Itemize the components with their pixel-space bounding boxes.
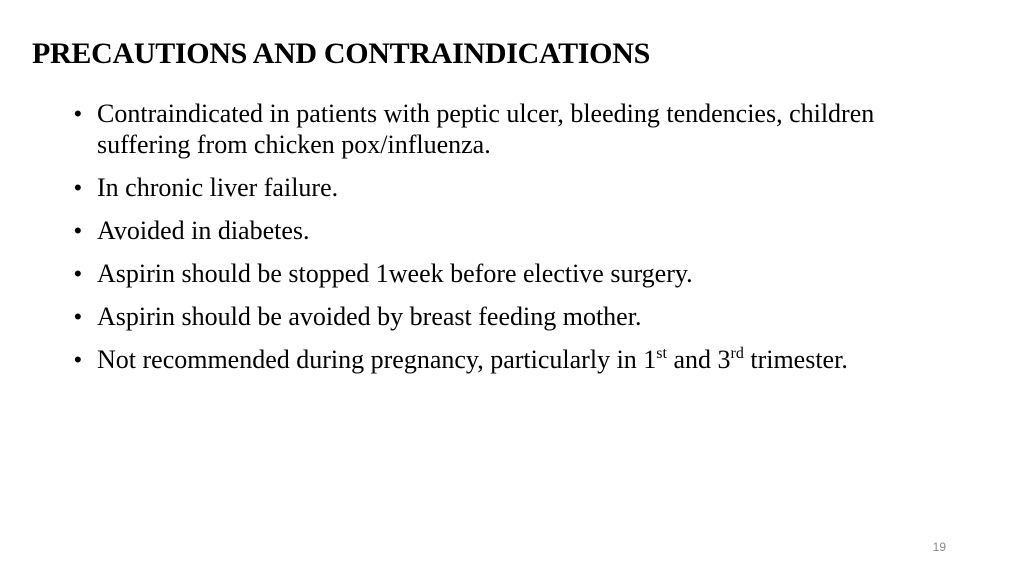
bullet-item: • Aspirin should be avoided by breast feeding mother. (74, 301, 934, 332)
superscript-rd: rd (730, 345, 744, 362)
bullet-item: • Avoided in diabetes. (74, 215, 934, 246)
bullet-item: • In chronic liver failure. (74, 172, 934, 203)
bullet-item: • Contraindicated in patients with peptic ulcer, bleeding tendencies, children suffering from chicken pox/influenza. (74, 98, 934, 160)
bullet-list (74, 98, 934, 387)
bullet-item-pregnancy (74, 344, 934, 375)
bullet-text-middle: and 3 (666, 345, 731, 374)
page-number: 19 (932, 540, 946, 554)
bullet-item: • Aspirin should be stopped 1week before elective surgery. (74, 258, 934, 289)
superscript-st: st (656, 345, 667, 362)
bullet-text-before: Not recommended during pregnancy, particularly in 1 (97, 345, 657, 374)
bullet-text-after: trimester. (743, 345, 848, 374)
slide-title: PRECAUTIONS AND CONTRAINDICATIONS (32, 37, 650, 70)
